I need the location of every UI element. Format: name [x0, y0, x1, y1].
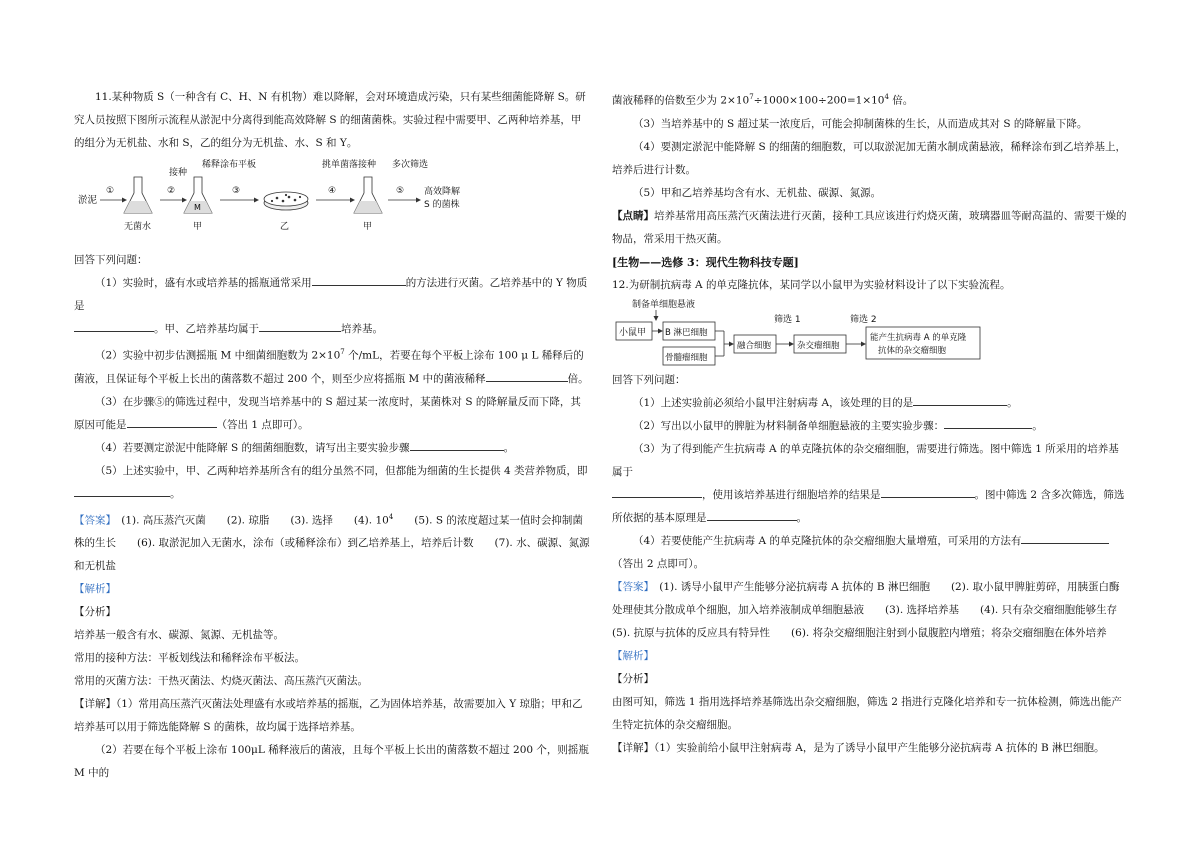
answer-label-2: 【答案】 [612, 580, 649, 593]
inoculate-label: 接种 [169, 168, 188, 178]
result-line2: 抗体的杂交瘤细胞 [878, 345, 947, 356]
q11-answer: 【答案】 (1). 高压蒸汽灭菌 (2). 琼脂 (3). 选择 (4). $10^4$ (5). S 的浓度超过某一值时会抑制菌株的生长 (6). 取淤泥加入无菌水，涂布（或稀释涂布）到乙培养基上，培养后计数 (7). 水、碳源、氮源和无机盐 [74, 512, 590, 572]
q11-detail-4: （4）要测定淤泥中能降解 S 的细菌的细胞数，可以取淤泥加无菌水制成菌悬液，稀释涂布到乙培养基上，培养后进行计数。 [612, 140, 1127, 176]
q12-fenxi-1: 由图可知，筛选 1 指用选择培养基筛选出杂交瘤细胞，筛选 2 指进行克隆化培养和专一抗体检测，筛选出能产生特定抗体的杂交瘤细胞。 [612, 695, 1122, 731]
q11-part4: （4）若要测定淤泥中能降解 S 的细菌细胞数，请写出主要实验步骤 。 [74, 437, 590, 460]
q11-detail-2: （2）若要在每个平板上涂布 100μL 稀释液后的菌液，且每个平板上长出的菌落数不超过 200 个，则摇瓶 M 中的 [74, 744, 589, 779]
plate-label: 乙 [280, 222, 290, 232]
prep-suspension-label: 制备单细胞悬液 [632, 299, 696, 310]
pick-colony-label: 挑单菌落接种 [322, 160, 377, 170]
q12-analysis-label: 【解析】 [612, 649, 654, 662]
q11-part2: （2）实验中初步估测摇瓶 M 中细菌细胞数为 $2\times 10^7$ 个/mL，若要在每个平板上涂布 100 μ L 稀释后的菌液，且保证每个平板上长出的菌落数不超过 200 个，则至少应将摇瓶 M 中的菌液稀释 倍。 [74, 348, 589, 385]
q11-key-point: 【点睛】培养基常用高压蒸汽灭菌法进行灭菌，接种工具应该进行灼烧灭菌，玻璃器皿等耐高温的、需要干燥的物品，常采用干热灭菌。 [612, 209, 1127, 245]
q11-detail-2-cont: 菌液稀释的倍数至少为 $2\times 10^7\div 1000\times 100\div 200=1\times 10^4$ 倍。 [612, 93, 914, 107]
q11-part1: （1）实验时，盛有水或培养基的摇瓶通常采用 的方法进行灭菌。乙培养基中的 Y 物质是 。甲、乙培养基均属于 培养基。 [74, 272, 590, 341]
answer-label: 【答案】 [74, 514, 111, 526]
step-4-label: ④ [328, 186, 337, 196]
myeloma-label: 骨髓瘤细胞 [665, 352, 708, 363]
flask-sterile-water [124, 177, 152, 213]
flowchart-svg [74, 157, 474, 249]
left-answer-prompt: 回答下列问题： [74, 254, 148, 266]
flask-1-label: 无菌水 [124, 222, 152, 232]
figure-11-flowchart [74, 157, 590, 249]
q12-detail-1: 【详解】（1）实验前给小鼠甲注射病毒 A，是为了诱导小鼠甲产生能够分泌抗病毒 A 抗体的 B 淋巴细胞。 [612, 741, 1105, 754]
question-12-intro: 12.为研制抗病毒 A 的单克隆抗体，某同学以小鼠甲为实验材料设计了以下实验流程。 [612, 278, 1011, 291]
fusion-label: 融合细胞 [737, 340, 772, 351]
q12-answer: 【答案】 (1). 诱导小鼠甲产生能够分泌抗病毒 A 抗体的 B 淋巴细胞 (2). 取小鼠甲脾脏剪碎，用胰蛋白酶处理使其分散成单个细胞，加入培养液制成单细胞悬液 (3). 选择培养基 (4). 只有杂交瘤细胞能够生存 (5). 抗原与抗体的反应具有特异性 (6). 将杂交瘤细胞注射到小鼠腹腔内增殖；将杂交瘤细胞在体外培养 [612, 580, 1128, 639]
q11-fenxi-1: 培养基一般含有水、碳源、氮源、无机盐等。 [74, 629, 284, 641]
flow-source-label: 淤泥 [78, 195, 98, 206]
right-column [612, 86, 1128, 760]
flask-2-label: 甲 [193, 222, 203, 232]
q11-analysis-label: 【解析】 [74, 583, 116, 595]
spread-plate-label: 稀释涂布平板 [202, 160, 257, 170]
q12-part2: （2）写出以小鼠甲的脾脏为材料制备单细胞悬液的主要实验步骤： 。 [612, 415, 1128, 438]
result-label-line2: S 的菌株 [424, 200, 460, 210]
q11-detail-1: 【详解】（1）常用高压蒸汽灭菌法处理盛有水或培养基的摇瓶，乙为固体培养基，故需要加入 Y 琼脂；甲和乙培养基可以用于筛选能降解 S 的菌株，故均属于选择培养基。 [74, 698, 583, 733]
q11-fenxi-3: 常用的灭菌方法：干热灭菌法、灼烧灭菌法、高压蒸汽灭菌法。 [74, 675, 368, 687]
q11-part5: （5）上述实验中，甲、乙两种培养基所含有的组分虽然不同，但都能为细菌的生长提供 4 类营养物质，即 。 [74, 460, 590, 506]
right-answer-prompt: 回答下列问题： [612, 373, 686, 386]
figure-12-flowchart [612, 297, 1128, 367]
mouse-label: 小鼠甲 [619, 327, 647, 338]
q11-part3: （3）在步骤⑤的筛选过程中，发现当培养基中的 S 超过某一浓度时，某菌株对 S 的降解量反而下降，其原因可能是 （答出 1 点即可）。 [74, 395, 581, 431]
flask-jia-2 [354, 177, 382, 213]
screen-1-label: 筛选 1 [774, 314, 801, 325]
section-title: [生物——选修 3：现代生物科技专题] [612, 255, 799, 269]
screen-2-label: 筛选 2 [850, 314, 877, 325]
q11-detail-3: （3）当培养基中的 S 超过某一浓度后，可能会抑制菌株的生长，从而造成其对 S 的降解量下降。 [633, 117, 1088, 130]
left-column [74, 86, 590, 785]
step-2-label: ② [167, 186, 176, 196]
q11-fenxi-label: 【分析】 [74, 606, 116, 618]
bcell-label: B 淋巴细胞 [665, 327, 708, 338]
q12-part1: （1）上述实验前必须给小鼠甲注射病毒 A，该处理的目的是 。 [612, 392, 1128, 415]
flowchart-12-svg [612, 297, 1012, 367]
result-label-line1: 高效降解 [424, 187, 461, 197]
step-3-label: ③ [232, 186, 241, 196]
flask-m-letter: M [194, 203, 201, 212]
q11-fenxi-2: 常用的接种方法：平板划线法和稀释涂布平板法。 [74, 652, 305, 664]
q12-fenxi-label: 【分析】 [612, 672, 654, 685]
question-11-intro: 11.某种物质 S（一种含有 C、H、N 有机物）难以降解，会对环境造成污染，只有某些细菌能降解 S。研究人员按照下图所示流程从淤泥中分离得到能高效降解 S 的细菌菌株。实验过程中需要甲、乙两种培养基，甲的组分为无机盐、水和 S，乙的组分为无机盐、水、S 和 Y。 [74, 91, 586, 149]
flask-3-label: 甲 [363, 222, 373, 232]
step-1-label: ① [106, 186, 115, 196]
q12-part4: （4）若要使能产生抗病毒 A 的单克隆抗体的杂交瘤细胞大量增殖，可采用的方法有（答出 2 点即可）。 [612, 530, 1128, 576]
flask-m [184, 177, 212, 213]
q11-detail-5: （5）甲和乙培养基均含有水、无机盐、碳源、氮源。 [633, 186, 882, 199]
result-line1: 能产生抗病毒 A 的单克隆 [870, 332, 967, 343]
multi-screen-label: 多次筛选 [392, 160, 429, 170]
hybridoma-label: 杂交瘤细胞 [797, 340, 840, 351]
step-5-label: ⑤ [396, 186, 405, 196]
q12-part3: （3）为了得到能产生抗病毒 A 的单克隆抗体的杂交瘤细胞，需要进行筛选。图中筛选 1 所采用的培养基属于 ，使用该培养基进行细胞培养的结果是 。图中筛选 2 含多次筛选，筛选所依据的基本原理是 。 [612, 442, 1125, 524]
petri-dish [264, 192, 308, 210]
